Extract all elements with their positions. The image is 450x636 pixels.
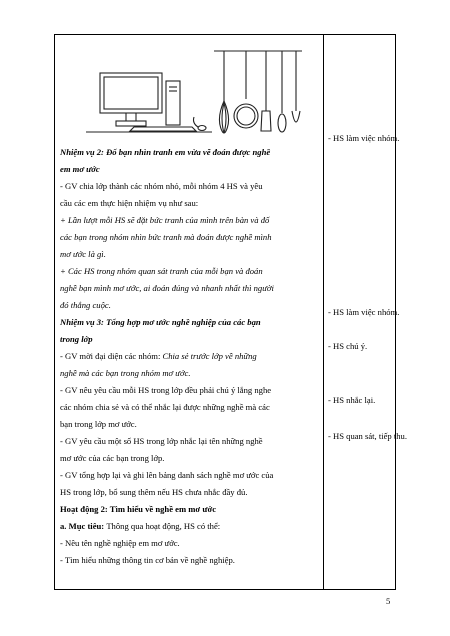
- text-span-italic: Chia sẻ trước lớp về những: [162, 351, 257, 361]
- student-activity-item: - HS làm việc nhóm.: [328, 307, 400, 317]
- task-3-heading-cont: trong lớp: [60, 334, 93, 344]
- text-line: mơ ước là gì.: [60, 249, 106, 259]
- text-line: - GV chia lớp thành các nhóm nhỏ, mỗi nhóm 4 HS và yêu: [60, 181, 263, 191]
- text-line: đó thắng cuộc.: [60, 300, 111, 310]
- text-line: mơ ước của các bạn trong lớp.: [60, 453, 165, 463]
- student-activity-item: - HS nhắc lại.: [328, 395, 376, 405]
- text-line: các bạn trong nhóm nhìn bức tranh mà đoán được nghề mình: [60, 232, 272, 242]
- task-2-heading-cont: em mơ ước: [60, 164, 100, 174]
- objective-line: [60, 521, 220, 532]
- text-line: - Nêu tên nghề nghiệp em mơ ước.: [60, 538, 180, 548]
- text-line: [60, 351, 257, 362]
- text-line: bạn trong lớp mơ ước.: [60, 419, 137, 429]
- student-activity-item: - HS quan sát, tiếp thu.: [328, 431, 408, 441]
- text-line: HS trong lớp, bổ sung thêm nếu HS chưa nhắc đầy đủ.: [60, 487, 248, 497]
- page-number: 5: [386, 596, 391, 606]
- student-activity-item: - HS làm việc nhóm.: [328, 133, 400, 143]
- column-divider: [323, 35, 324, 589]
- text-line: nghề bạn mình mơ ước, ai đoán đúng và nhanh nhất thì người: [60, 283, 274, 293]
- task-3-heading: Nhiệm vụ 3: Tổng hợp mơ ước nghề nghiệp của các bạn: [60, 317, 261, 327]
- objective-text: Thông qua hoạt động, HS có thể:: [106, 521, 221, 531]
- text-span: - GV mời đại diện các nhóm:: [60, 351, 163, 361]
- student-activity-item: - HS chú ý.: [328, 341, 368, 351]
- lesson-table: [54, 34, 408, 590]
- text-line: - Tìm hiểu những thông tin cơ bản về nghề nghiệp.: [60, 555, 235, 565]
- task-2-heading: Nhiệm vụ 2: Đố bạn nhìn tranh em vừa vẽ đoán được nghề: [60, 147, 271, 157]
- text-line: các nhóm chia sẻ và có thể nhắc lại được những nghề mà các: [60, 402, 270, 412]
- text-line: + Lần lượt mỗi HS sẽ đặt bức tranh của mình trên bàn và đố: [60, 215, 270, 225]
- text-line: - GV yêu cầu một số HS trong lớp nhắc lại tên những nghề: [60, 436, 263, 446]
- objective-label: a. Mục tiêu:: [60, 521, 107, 531]
- text-line: + Các HS trong nhóm quan sát tranh của mỗi bạn và đoán: [60, 266, 263, 276]
- text-line: cầu các em thực hiện nhiệm vụ như sau:: [60, 198, 199, 208]
- text-line: nghề mà các bạn trong nhóm mơ ước.: [60, 368, 191, 378]
- computer-and-kitchen-utensils-drawing: [74, 41, 304, 141]
- activity-2-heading: Hoạt động 2: Tìm hiểu về nghề em mơ ước: [60, 504, 217, 514]
- text-line: - GV tổng hợp lại và ghi lên bảng danh sách nghề mơ ước của: [60, 470, 274, 480]
- text-line: - GV nêu yêu cầu mỗi HS trong lớp đều phải chú ý lắng nghe: [60, 385, 272, 395]
